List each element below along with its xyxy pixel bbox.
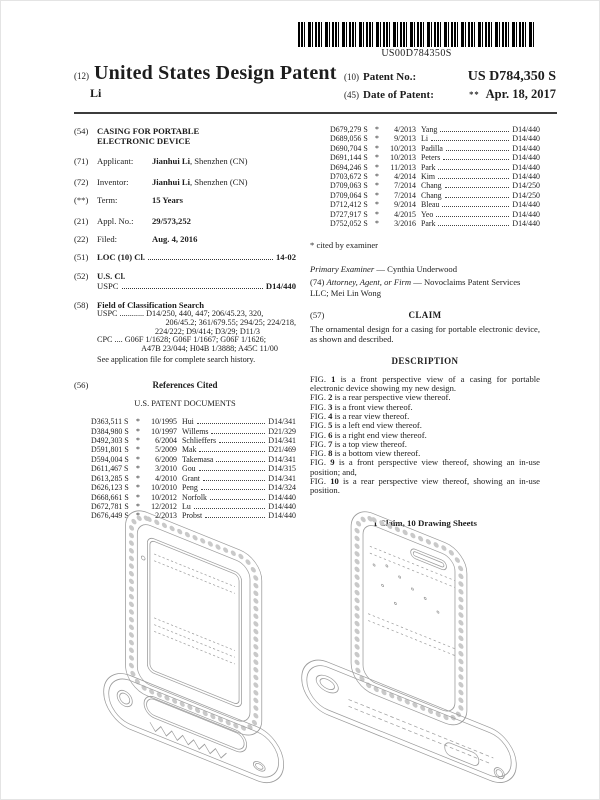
header-left xyxy=(74,62,344,104)
uspc-value: D14/440 xyxy=(265,281,296,292)
figure-label: FIG. xyxy=(310,420,326,431)
ref-inventor-name: Padilla xyxy=(421,143,443,153)
ref-date: 10/2013 xyxy=(390,153,416,163)
ref-inventor-name: Kim xyxy=(421,172,436,182)
figure-label: FIG. xyxy=(310,457,326,468)
classification-search-line: 206/45.2; 361/679.55; 294/25; 224/218, xyxy=(165,317,296,327)
ref-patent-number: D689,056 S xyxy=(330,134,368,144)
figure-label: FIG. xyxy=(310,475,326,486)
application-number-field xyxy=(74,216,296,226)
ref-date: 5/2009 xyxy=(155,445,177,455)
ref-cited-star: * xyxy=(375,190,379,200)
figure-text: is a rear perspective view thereof. xyxy=(334,392,451,403)
patent-number-value: US D784,350 S xyxy=(467,69,556,84)
ref-inventor-name: Chang xyxy=(421,181,442,191)
classification-search-line: USPC ............ D14/250, 440, 447; 206/45.23, 320, xyxy=(97,309,264,319)
application-number-label: Appl. No.: xyxy=(97,215,134,226)
ref-cited-star: * xyxy=(375,125,379,134)
ref-date: 11/2013 xyxy=(390,162,416,172)
field-code-54: (54) xyxy=(74,126,89,136)
dotted-leader xyxy=(210,493,265,500)
field-code-21: (21) xyxy=(74,215,89,226)
patent-date-row xyxy=(344,87,556,102)
claim-text: The ornamental design for a casing for portable electronic device, as shown and described. xyxy=(310,323,540,344)
ref-classification: D14/341 xyxy=(268,473,296,483)
ref-cited-star: * xyxy=(136,445,140,455)
figure-text: is a rear view thereof. xyxy=(334,410,410,421)
ref-cited-star: * xyxy=(136,426,140,436)
field-code-71: (71) xyxy=(74,156,89,167)
ref-inventor-name: Lu xyxy=(182,501,191,511)
figure-text: is a top view thereof. xyxy=(334,438,407,449)
field-code-22: (22) xyxy=(74,234,89,245)
dotted-leader xyxy=(431,134,509,141)
dotted-leader xyxy=(443,153,509,160)
ref-classification: D14/250 xyxy=(512,181,540,191)
ref-inventor-name: Mak xyxy=(182,445,197,455)
ref-date: 6/2009 xyxy=(155,454,177,464)
dotted-leader xyxy=(438,172,509,179)
ref-date: 7/2014 xyxy=(394,190,416,200)
ref-inventor-name: Yeo xyxy=(421,209,434,219)
claims-sheets-note: 1 Claim, 10 Drawing Sheets xyxy=(373,517,477,528)
dotted-leader xyxy=(197,417,266,424)
dotted-leader xyxy=(445,191,510,198)
ref-patent-number: D626,123 S xyxy=(91,483,129,493)
ref-patent-number: D594,004 S xyxy=(91,454,129,464)
ref-list-right xyxy=(310,125,540,228)
figure-number: 4 xyxy=(328,410,333,421)
ref-classification: D14/440 xyxy=(512,200,540,210)
ref-cited-star: * xyxy=(136,454,140,464)
figure-text: is a bottom view thereof. xyxy=(334,448,421,459)
ref-date: 4/2010 xyxy=(155,473,177,483)
dotted-leader xyxy=(148,252,273,260)
dotted-leader xyxy=(445,181,510,188)
us-class-label: U.S. Cl. xyxy=(97,270,126,281)
figure-description xyxy=(310,375,540,394)
ref-patent-number: D611,467 S xyxy=(91,464,129,474)
ref-patent-number: D676,449 S xyxy=(91,511,129,521)
ref-date: 10/2010 xyxy=(151,483,177,493)
front-perspective-drawing xyxy=(102,501,287,795)
figure-description-list xyxy=(310,375,540,496)
ref-classification: D14/315 xyxy=(268,464,296,474)
ref-classification: D14/440 xyxy=(512,162,540,172)
ref-date: 10/1995 xyxy=(151,417,177,427)
ref-patent-number: D709,064 S xyxy=(330,190,368,200)
figure-text: is a left end view thereof. xyxy=(334,420,422,431)
reference-row xyxy=(330,134,540,143)
term-label: Term: xyxy=(97,195,118,206)
ref-cited-star: * xyxy=(375,209,379,219)
field-code-term: (**) xyxy=(74,195,89,206)
field-code-45: (45) xyxy=(344,90,359,100)
ref-patent-number: D679,279 S xyxy=(330,125,368,134)
field-code-57: (57) xyxy=(310,310,325,321)
ref-inventor-name: Grant xyxy=(182,473,200,483)
ref-classification: D14/250 xyxy=(512,190,540,200)
dotted-leader xyxy=(438,219,509,226)
invention-title: CASING FOR PORTABLE ELECTRONIC DEVICE xyxy=(97,126,200,147)
document-title: United States Design Patent xyxy=(94,62,337,84)
reference-row xyxy=(91,455,296,464)
inventor-name: Jianhui Li xyxy=(152,176,190,187)
ref-date: 9/2013 xyxy=(394,134,416,144)
loc-class-value: 14-02 xyxy=(275,252,296,263)
header-right xyxy=(344,62,556,104)
applicant-field xyxy=(74,156,296,166)
ref-date: 4/2013 xyxy=(394,125,416,134)
figure-label: FIG. xyxy=(310,448,326,459)
dotted-leader xyxy=(438,163,509,170)
ref-cited-star: * xyxy=(136,483,140,493)
ref-patent-number: D668,661 S xyxy=(91,492,129,502)
dotted-leader xyxy=(201,483,266,490)
ref-classification: D21/469 xyxy=(268,445,296,455)
field-of-search-label: Field of Classification Search xyxy=(97,299,205,310)
ref-date: 3/2016 xyxy=(394,219,416,229)
ref-cited-star: * xyxy=(136,473,140,483)
term-extension-stars: ** xyxy=(469,89,480,99)
field-code-58: (58) xyxy=(74,299,89,310)
ref-inventor-name: Chang xyxy=(421,190,442,200)
figure-front-perspective xyxy=(102,501,287,795)
ref-patent-number: D363,511 S xyxy=(91,417,129,427)
dotted-leader xyxy=(219,436,265,443)
ref-date: 3/2010 xyxy=(155,464,177,474)
reference-row xyxy=(330,219,540,228)
barcode xyxy=(298,22,535,59)
figure-number: 8 xyxy=(328,448,333,459)
applicant-label: Applicant: xyxy=(97,156,134,167)
ref-inventor-name: Norfolk xyxy=(182,492,207,502)
figure-number: 3 xyxy=(328,401,333,412)
patent-date-label: Date of Patent: xyxy=(363,89,434,101)
dotted-leader xyxy=(216,455,265,462)
ref-classification: D14/440 xyxy=(512,134,540,144)
figure-label: FIG. xyxy=(310,410,326,421)
ref-date: 4/2014 xyxy=(394,172,416,182)
ref-classification: D14/440 xyxy=(512,153,540,163)
reference-row xyxy=(91,483,296,492)
figure-label: FIG. xyxy=(310,373,326,384)
figure-label: FIG. xyxy=(310,392,326,403)
inventor-field xyxy=(74,177,296,187)
description-heading: DESCRIPTION xyxy=(391,356,459,367)
figure-number: 7 xyxy=(328,438,333,449)
document-title-row xyxy=(74,62,344,85)
ref-classification: D14/440 xyxy=(512,143,540,153)
ref-patent-number: D694,246 S xyxy=(330,162,368,172)
ref-patent-number: D712,412 S xyxy=(330,200,368,210)
patent-date-value xyxy=(469,87,556,102)
reference-row xyxy=(91,474,296,483)
reference-row xyxy=(91,427,296,436)
ref-patent-number: D384,980 S xyxy=(91,426,129,436)
ref-classification: D14/440 xyxy=(512,219,540,229)
ref-cited-star: * xyxy=(375,219,379,229)
ref-inventor-name: Willems xyxy=(182,426,209,436)
dotted-leader xyxy=(211,427,265,434)
primary-examiner-name: — Cynthia Underwood xyxy=(374,263,458,274)
reference-row xyxy=(91,436,296,445)
ref-date: 9/2014 xyxy=(394,200,416,210)
attorney-value: — Novoclaims Patent Services LLC; Mei Lin Wong xyxy=(310,277,521,298)
ref-classification: D14/341 xyxy=(268,436,296,446)
ref-date: 10/2013 xyxy=(390,143,416,153)
ref-cited-star: * xyxy=(375,172,379,182)
ref-cited-star: * xyxy=(375,134,379,144)
filed-value: Aug. 4, 2016 xyxy=(152,234,198,245)
figure-label: FIG. xyxy=(310,429,326,440)
ref-cited-star: * xyxy=(375,200,379,210)
reference-row xyxy=(330,125,540,134)
dotted-leader xyxy=(199,464,266,471)
ref-inventor-name: Park xyxy=(421,219,436,229)
ref-classification: D14/440 xyxy=(512,209,540,219)
claim-heading-text: CLAIM xyxy=(408,310,442,321)
ref-classification: D14/440 xyxy=(268,501,296,511)
dotted-leader xyxy=(440,125,509,132)
ref-patent-number: D492,303 S xyxy=(91,436,129,446)
references-heading xyxy=(74,380,296,390)
references-heading-text: References Cited xyxy=(152,380,218,391)
fos-lines xyxy=(97,310,296,354)
dotted-leader xyxy=(199,445,265,452)
dotted-leader xyxy=(122,281,263,289)
figure-number: 2 xyxy=(328,392,333,403)
ref-patent-number: D727,917 S xyxy=(330,209,368,219)
reference-row xyxy=(330,153,540,162)
patent-date-text: Apr. 18, 2017 xyxy=(485,87,556,101)
ref-inventor-name: Hui xyxy=(182,417,194,427)
us-class-field xyxy=(74,271,296,281)
ref-date: 6/2004 xyxy=(155,436,177,446)
ref-inventor-name: Peng xyxy=(182,483,198,493)
attorney-line xyxy=(310,277,536,298)
ref-inventor-name: Peters xyxy=(421,153,441,163)
reference-row xyxy=(330,210,540,219)
figure-number: 6 xyxy=(328,429,333,440)
figure-text: is a front perspective view of a casing for portable electronic device showing my new design. xyxy=(310,373,540,394)
term-field xyxy=(74,195,296,205)
rear-perspective-drawing xyxy=(300,500,518,796)
ref-cited-star: * xyxy=(375,162,379,172)
ref-cited-star: * xyxy=(136,436,140,446)
reference-row xyxy=(330,181,540,190)
left-column xyxy=(74,124,296,521)
ref-classification: D14/440 xyxy=(512,172,540,182)
field-code-72: (72) xyxy=(74,176,89,187)
barcode-number: US00D784350S xyxy=(381,48,452,59)
ref-classification: D14/440 xyxy=(268,492,296,502)
ref-date: 2/2013 xyxy=(155,511,177,521)
figure-label: FIG. xyxy=(310,401,326,412)
ref-cited-star: * xyxy=(375,181,379,191)
ref-date: 10/2012 xyxy=(151,492,177,502)
ref-inventor-name: Probst xyxy=(182,511,203,521)
figure-description xyxy=(310,458,540,477)
reference-row xyxy=(330,163,540,172)
figure-number: 5 xyxy=(328,420,333,431)
reference-row xyxy=(330,172,540,181)
application-number-value: 29/573,252 xyxy=(152,215,191,226)
ref-classification: D21/329 xyxy=(268,426,296,436)
right-column xyxy=(310,124,540,528)
uspc-label: USPC xyxy=(97,281,119,292)
field-code-52: (52) xyxy=(74,270,89,281)
filed-field xyxy=(74,234,296,244)
ref-date: 7/2014 xyxy=(394,181,416,191)
figure-text: is a front perspective view thereof, showing an in-use position; and, xyxy=(310,457,540,477)
patent-number-label: Patent No.: xyxy=(363,71,417,83)
ref-patent-number: D709,063 S xyxy=(330,181,368,191)
reference-row xyxy=(91,445,296,454)
ref-patent-number: D613,285 S xyxy=(91,473,129,483)
ref-inventor-name: Yang xyxy=(421,125,438,134)
primary-examiner-label: Primary Examiner xyxy=(310,263,375,274)
field-code-10: (10) xyxy=(344,72,359,82)
dotted-leader xyxy=(436,210,509,217)
classification-search-line: CPC .... G06F 1/1628; G06F 1/1667; G06F 1/1626; xyxy=(97,335,267,345)
reference-row xyxy=(330,200,540,209)
loc-class-field xyxy=(74,252,296,262)
figure-number: 1 xyxy=(331,373,336,384)
figure-text: is a front view thereof. xyxy=(334,401,413,412)
header-divider-rule xyxy=(74,112,557,114)
reference-row xyxy=(330,144,540,153)
ref-cited-star: * xyxy=(136,464,140,474)
dotted-leader xyxy=(203,474,265,481)
figure-number: 10 xyxy=(330,475,339,486)
loc-class-label: LOC (10) Cl. xyxy=(97,252,145,263)
ref-patent-number: D591,801 S xyxy=(91,445,129,455)
ref-classification: D14/440 xyxy=(268,511,296,521)
figure-rear-perspective xyxy=(300,500,518,796)
figure-number: 9 xyxy=(330,457,335,468)
ref-cited-star: * xyxy=(136,511,140,521)
search-history-note: See application file for complete search history. xyxy=(97,355,256,365)
field-code-12: (12) xyxy=(74,71,89,81)
field-code-51: (51) xyxy=(74,252,89,263)
applicant-name: Jianhui Li xyxy=(152,156,190,167)
ref-date: 12/2012 xyxy=(151,501,177,511)
applicant-value xyxy=(152,156,248,166)
figure-text: is a rear perspective view thereof, showing an in-use position. xyxy=(310,475,540,496)
classification-search-line: 224/222; D9/414; D3/29; D11/3 xyxy=(155,326,260,336)
ref-inventor-name: Schlieffers xyxy=(182,436,217,446)
ref-classification: D14/341 xyxy=(268,454,296,464)
ref-cited-star: * xyxy=(375,143,379,153)
ref-patent-number: D672,781 S xyxy=(91,501,129,511)
dotted-leader xyxy=(442,200,509,207)
claim-section-heading xyxy=(310,310,540,320)
ref-date: 10/1997 xyxy=(151,426,177,436)
term-value: 15 Years xyxy=(152,195,183,206)
reference-row xyxy=(91,417,296,426)
ref-cited-star: * xyxy=(136,417,140,427)
primary-examiner-line xyxy=(310,264,540,274)
field-code-56: (56) xyxy=(74,380,89,391)
ref-classification: D14/324 xyxy=(268,483,296,493)
applicant-location: , Shenzhen (CN) xyxy=(189,156,248,167)
ref-patent-number: D703,672 S xyxy=(330,172,368,182)
ref-inventor-name: Park xyxy=(421,162,436,172)
figure-description xyxy=(310,477,540,496)
patent-number-row xyxy=(344,69,556,85)
field-code-74: (74) xyxy=(310,277,325,288)
header xyxy=(74,62,556,104)
barcode-image xyxy=(298,22,535,47)
inventor-label: Inventor: xyxy=(97,176,129,187)
ref-patent-number: D690,704 S xyxy=(330,143,368,153)
filed-label: Filed: xyxy=(97,234,118,245)
us-patent-documents-heading: U.S. PATENT DOCUMENTS xyxy=(134,398,236,408)
ref-patent-number: D752,052 S xyxy=(330,219,368,229)
ref-cited-star: * xyxy=(375,153,379,163)
reference-row xyxy=(91,464,296,473)
ref-classification: D14/440 xyxy=(512,125,540,134)
ref-inventor-name: Takemasa xyxy=(182,454,214,464)
cited-by-examiner-note: * cited by examiner xyxy=(310,240,379,251)
ref-date: 4/2015 xyxy=(394,209,416,219)
uspc-field xyxy=(97,281,296,291)
ref-inventor-name: Li xyxy=(421,134,429,144)
attorney-label: Attorney, Agent, or Firm xyxy=(326,277,412,288)
ref-classification: D14/341 xyxy=(268,417,296,427)
classification-search-line: A47B 23/044; H04B 1/3888; A45C 11/00 xyxy=(141,344,278,354)
title-field xyxy=(74,126,296,146)
ref-inventor-name: Bleau xyxy=(421,200,440,210)
inventor-surname: Li xyxy=(90,86,102,100)
ref-inventor-name: Gou xyxy=(182,464,196,474)
figure-label: FIG. xyxy=(310,438,326,449)
ref-cited-star: * xyxy=(136,492,140,502)
figure-text: is a right end view thereof. xyxy=(334,429,427,440)
ref-cited-star: * xyxy=(136,501,140,511)
ref-patent-number: D691,144 S xyxy=(330,153,368,163)
inventor-location: , Shenzhen (CN) xyxy=(189,176,248,187)
inventor-value xyxy=(152,177,248,187)
reference-row xyxy=(330,191,540,200)
dotted-leader xyxy=(446,144,509,151)
